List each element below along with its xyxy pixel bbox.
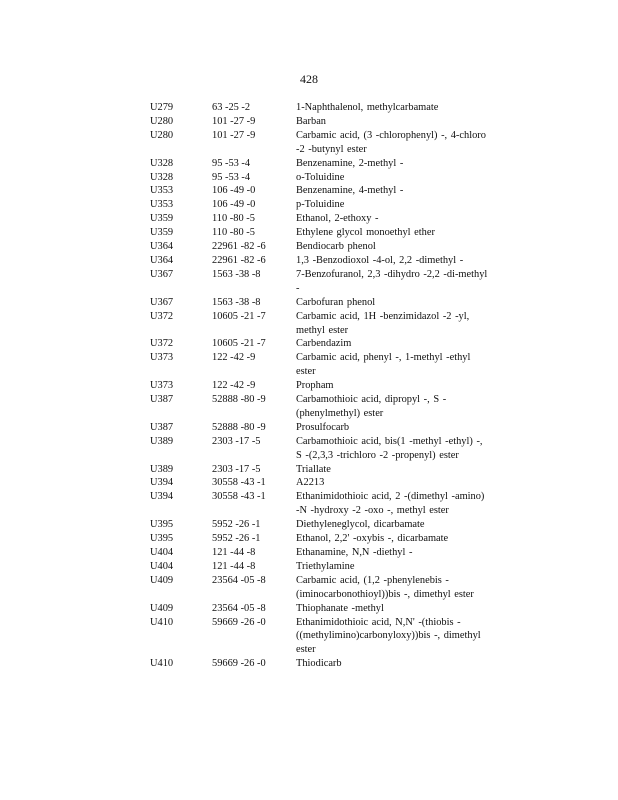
table-row [150,616,490,658]
cas-number: 106 -49 -0 [212,185,256,197]
table-row [150,490,490,518]
cas-number: 5952 -26 -1 [212,533,261,545]
waste-code: U353 [150,185,174,197]
chemical-name: Ethanol, 2,2' -oxybis -, dicarbamate [296,533,449,545]
waste-code: U280 [150,115,174,127]
cas-number: 59669 -26 -0 [212,658,266,670]
cas-number: 59669 -26 -0 [212,616,266,628]
chemical-name: Barban [296,115,327,127]
table-row [150,310,490,338]
waste-code: U279 [150,102,174,113]
waste-code: U395 [150,519,174,531]
waste-code-table [150,101,490,671]
chemical-name: 1,3 -Benzodioxol -4-ol, 2,2 -dimethyl - [296,254,464,266]
table-row [150,435,490,463]
cas-number: 22961 -82 -6 [212,254,266,266]
chemical-name: Ethanimidothioic acid, N,N' -(thiobis -((methylimino)carbonyloxy))bis -, dimethyl ester [296,616,481,656]
waste-code: U367 [150,296,174,308]
chemical-name: Carbendazim [296,338,352,350]
waste-code: U364 [150,254,174,266]
table-row [150,421,490,435]
chemical-name: 1-Naphthalenol, methylcarbamate [296,102,439,113]
chemical-name: Benzenamine, 2-methyl - [296,157,404,169]
cas-number: 101 -27 -9 [212,129,256,141]
table-row [150,560,490,574]
table-row [150,198,490,212]
cas-number: 2303 -17 -5 [212,435,261,447]
table-row [150,476,490,490]
waste-code: U280 [150,129,174,141]
chemical-name: Triallate [296,463,331,475]
table-row [150,574,490,602]
chemical-name: p-Toluidine [296,199,345,211]
waste-code: U373 [150,380,174,392]
cas-number: 52888 -80 -9 [212,394,266,406]
table-row [150,337,490,351]
table-row [150,379,490,393]
waste-code: U394 [150,491,174,503]
cas-number: 110 -80 -5 [212,227,255,239]
chemical-name: Carbamic acid, phenyl -, 1-methyl -ethyl ester [296,352,471,378]
chemical-name: 7-Benzofuranol, 2,3 -dihydro -2,2 -di-methyl - [296,268,488,294]
chemical-name: Prosulfocarb [296,421,350,433]
table-row [150,351,490,379]
chemical-name: Ethanamine, N,N -diethyl - [296,547,413,558]
cas-number: 1563 -38 -8 [212,268,261,280]
waste-code: U364 [150,241,174,253]
page-number: 428 [300,72,318,86]
waste-code: U404 [150,560,174,572]
cas-number: 30558 -43 -1 [212,491,266,503]
chemical-name: Benzenamine, 4-methyl - [296,185,404,197]
table-row [150,226,490,240]
chemical-name: Ethanol, 2-ethoxy - [296,213,379,225]
table-row [150,184,490,198]
waste-code: U359 [150,213,174,225]
chemical-name: Ethanimidothioic acid, 2 -(dimethyl -amino) -N -hydroxy -2 -oxo -, methyl ester [296,491,485,517]
waste-code: U404 [150,547,174,558]
chemical-name: Carbamothioic acid, dipropyl -, S -(phenylmethyl) ester [296,394,447,419]
table-row [150,657,490,671]
cas-number: 121 -44 -8 [212,560,256,572]
waste-code: U409 [150,574,174,586]
cas-number: 2303 -17 -5 [212,463,261,475]
cas-number: 95 -53 -4 [212,171,251,183]
waste-code: U373 [150,352,174,364]
cas-number: 63 -25 -2 [212,102,251,113]
table-row [150,463,490,477]
table-row [150,101,490,115]
waste-code: U387 [150,421,174,433]
table-row [150,602,490,616]
waste-code: U389 [150,463,174,475]
cas-number: 30558 -43 -1 [212,477,266,489]
chemical-name: Carbamic acid, 1H -benzimidazol -2 -yl, methyl ester [296,310,470,336]
cas-number: 122 -42 -9 [212,380,256,392]
table-row [150,157,490,171]
cas-number: 1563 -38 -8 [212,296,261,308]
cas-number: 52888 -80 -9 [212,421,266,433]
cas-number: 23564 -05 -8 [212,574,266,586]
chemical-name: Carbamic acid, (3 -chlorophenyl) -, 4-chloro -2 -butynyl ester [296,129,486,155]
cas-number: 10605 -21 -7 [212,338,266,350]
chemical-name: Carbamic acid, (1,2 -phenylenebis -(iminocarbonothioyl))bis -, dimethyl ester [296,574,474,600]
cas-number: 121 -44 -8 [212,547,256,558]
cas-number: 23564 -05 -8 [212,602,266,614]
chemical-name: Propham [296,380,334,392]
waste-code: U410 [150,616,174,628]
chemical-name: Carbamothioic acid, bis(1 -methyl -ethyl) -, S -(2,3,3 -trichloro -2 -propenyl) ester [296,435,483,461]
chemical-name: Diethyleneglycol, dicarbamate [296,519,425,531]
waste-code: U328 [150,171,174,183]
chemical-name: Bendiocarb phenol [296,241,376,253]
waste-code: U387 [150,394,174,406]
table-row [150,171,490,185]
table-row [150,518,490,532]
table-row [150,546,490,560]
waste-code: U359 [150,227,174,239]
waste-code: U409 [150,602,174,614]
waste-code: U395 [150,533,174,545]
table-row [150,393,490,421]
chemical-name: A2213 [296,477,325,489]
table-row [150,212,490,226]
chemical-name: Ethylene glycol monoethyl ether [296,227,435,239]
cas-number: 22961 -82 -6 [212,241,266,253]
cas-number: 122 -42 -9 [212,352,256,364]
waste-code: U394 [150,477,174,489]
waste-code: U372 [150,310,174,322]
cas-number: 95 -53 -4 [212,157,251,169]
waste-code: U353 [150,199,174,211]
chemical-name: Thiodicarb [296,658,342,670]
waste-code: U367 [150,268,174,280]
table-row [150,115,490,129]
cas-number: 5952 -26 -1 [212,519,261,531]
chemical-name: Triethylamine [296,560,355,572]
cas-number: 106 -49 -0 [212,199,256,211]
waste-code: U410 [150,658,174,670]
table-row [150,532,490,546]
cas-number: 10605 -21 -7 [212,310,266,322]
chemical-name: Carbofuran phenol [296,296,376,308]
cas-number: 101 -27 -9 [212,115,256,127]
cas-number: 110 -80 -5 [212,213,255,225]
chemical-name: Thiophanate -methyl [296,602,384,614]
table-row [150,296,490,310]
waste-code: U389 [150,435,174,447]
table-row [150,268,490,296]
waste-code: U372 [150,338,174,350]
waste-code: U328 [150,157,174,169]
chemical-name: o-Toluidine [296,171,345,183]
table-row [150,129,490,157]
table-row [150,240,490,254]
table-row [150,254,490,268]
